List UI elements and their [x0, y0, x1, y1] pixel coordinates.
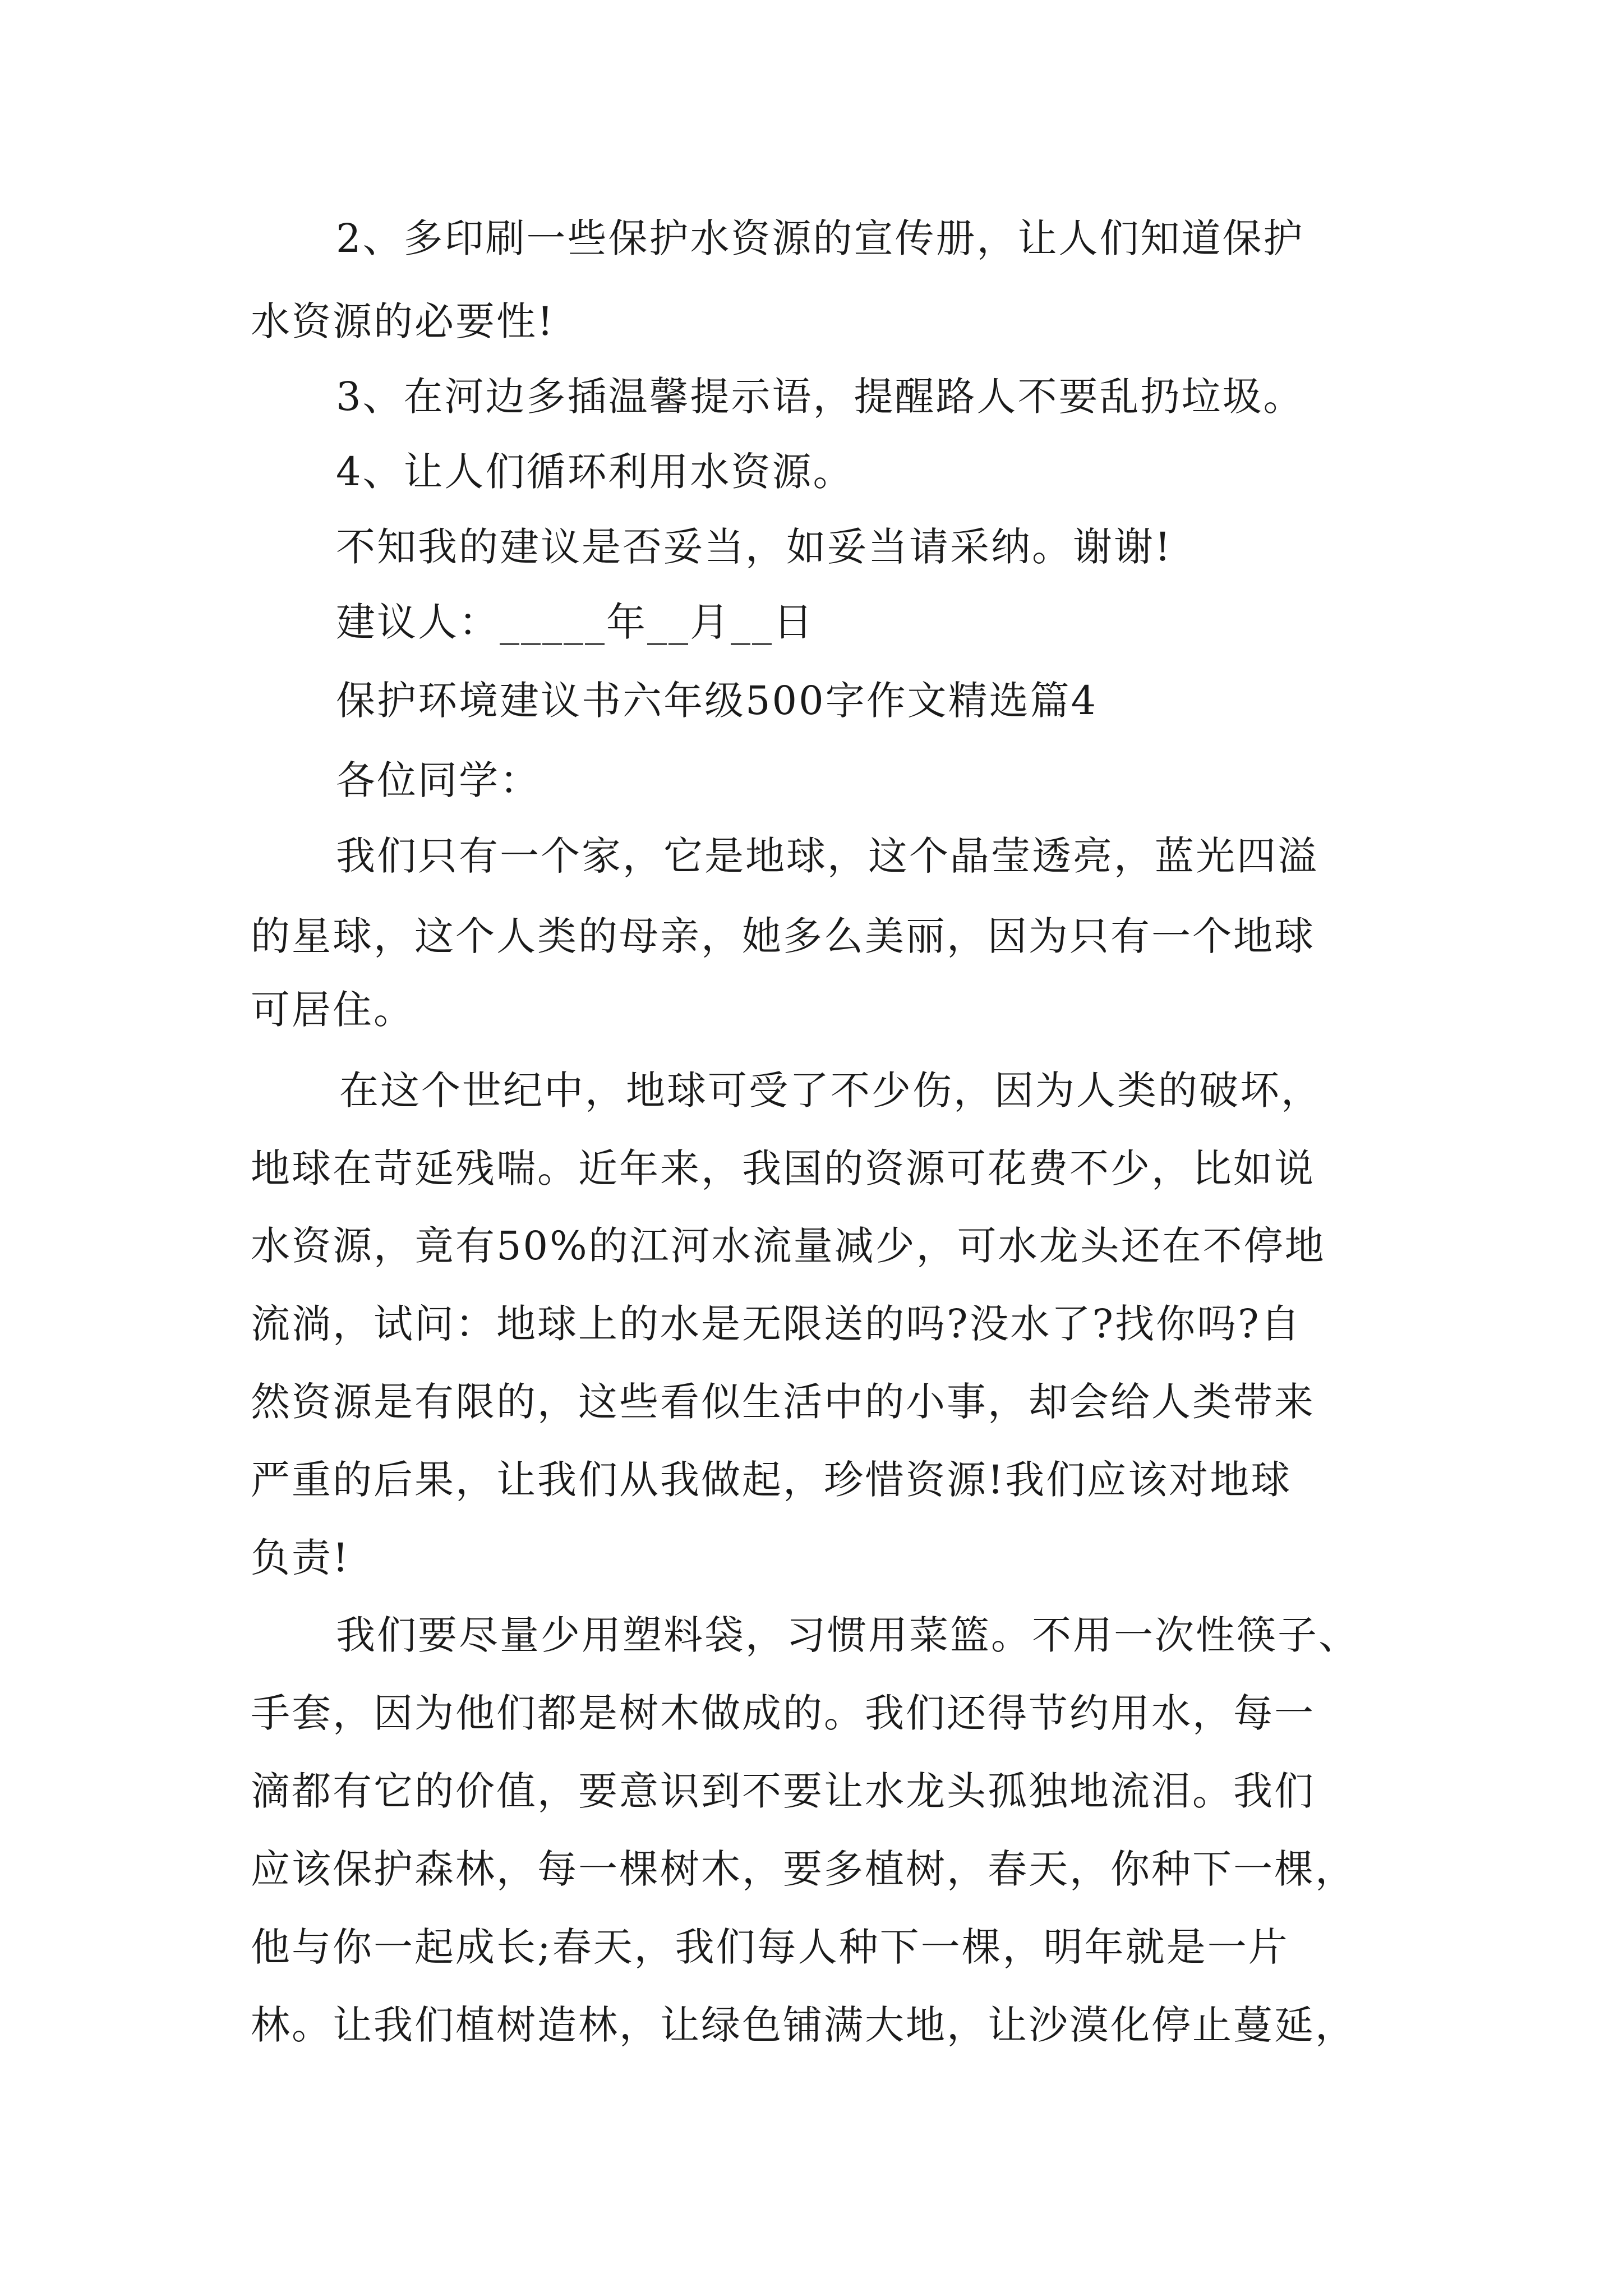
- salutation: 各位同学：: [336, 757, 541, 803]
- text-line: 可居住。: [251, 987, 414, 1033]
- text-line: 的星球，这个人类的母亲，她多么美丽，因为只有一个地球: [251, 913, 1315, 959]
- text-line: 不知我的建议是否妥当，如妥当请采纳。谢谢!: [336, 524, 1173, 570]
- text-line: 林。让我们植树造林，让绿色铺满大地，让沙漠化停止蔓延，: [251, 2002, 1356, 2048]
- text-line: 2、多印刷一些保护水资源的宣传册，让人们知道保护: [336, 215, 1304, 261]
- text-line: 水资源，竟有50%的江河水流量减少，可水龙头还在不停地: [251, 1223, 1326, 1269]
- text-line: 我们要尽量少用塑料袋，习惯用菜篮。不用一次性筷子、: [336, 1612, 1359, 1658]
- text-line: 我们只有一个家，它是地球，这个晶莹透亮，蓝光四溢: [336, 833, 1318, 879]
- text-line: 3、在河边多插温馨提示语，提醒路人不要乱扔垃圾。: [336, 374, 1304, 420]
- text-line: 4、让人们循环利用水资源。: [336, 449, 854, 495]
- section-heading: 保护环境建议书六年级500字作文精选篇4: [336, 678, 1098, 724]
- text-line: 应该保护森林，每一棵树木，要多植树，春天，你种下一棵，: [251, 1846, 1356, 1892]
- text-line: 他与你一起成长;春天，我们每人种下一棵，明年就是一片: [251, 1924, 1289, 1970]
- text-line: 滴都有它的价值，要意识到不要让水龙头孤独地流泪。我们: [251, 1768, 1315, 1814]
- text-line: 在这个世纪中，地球可受了不少伤，因为人类的破坏，: [339, 1068, 1322, 1114]
- text-line: 严重的后果，让我们从我做起，珍惜资源!我们应该对地球: [251, 1457, 1292, 1503]
- text-line: 手套，因为他们都是树木做成的。我们还得节约用水，每一: [251, 1690, 1315, 1736]
- text-line: 负责!: [251, 1535, 351, 1581]
- text-line: 然资源是有限的，这些看似生活中的小事，却会给人类带来: [251, 1379, 1315, 1425]
- text-line: 地球在苛延残喘。近年来，我国的资源可花费不少，比如说: [251, 1145, 1315, 1191]
- text-line: 水资源的必要性!: [251, 298, 555, 344]
- text-line: 流淌，试问：地球上的水是无限送的吗?没水了?找你吗?自: [251, 1301, 1302, 1347]
- text-line: 建议人：_____年__月__日: [336, 599, 814, 645]
